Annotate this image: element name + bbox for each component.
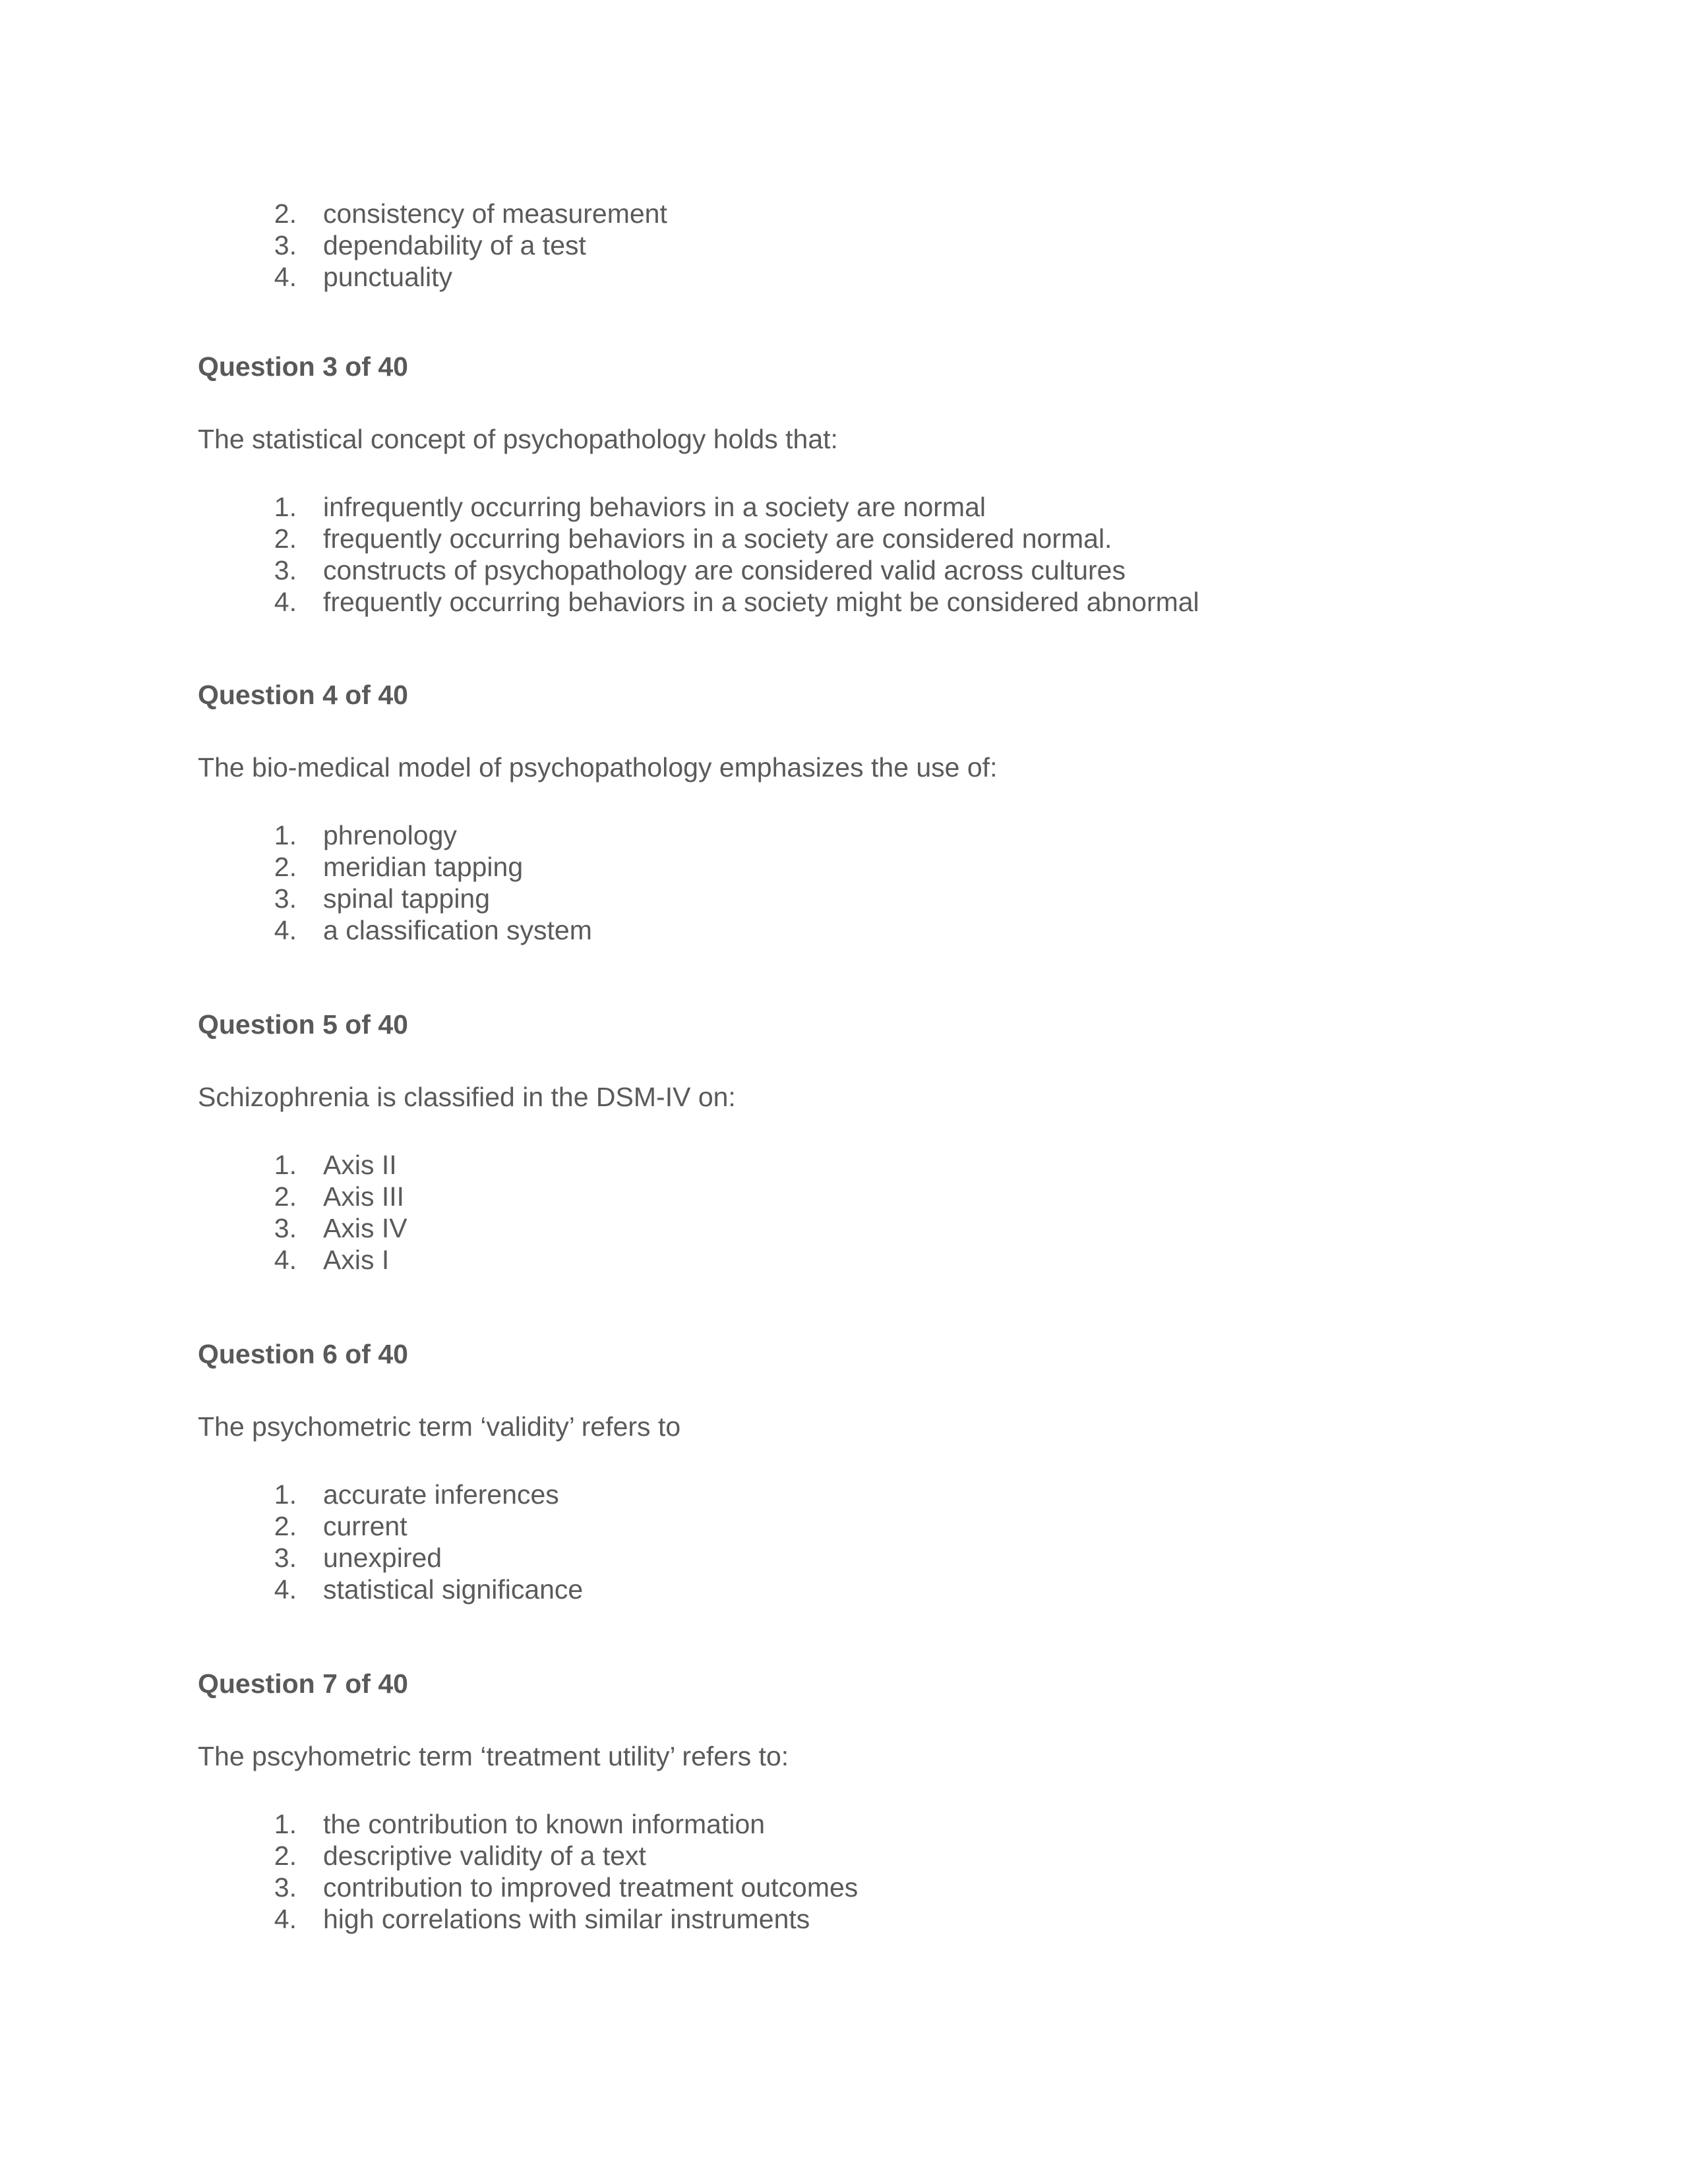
option-item bbox=[198, 1244, 736, 1276]
option-number: 4. bbox=[274, 1904, 297, 1934]
options-list bbox=[198, 491, 1199, 618]
options-list bbox=[198, 819, 997, 946]
option-item bbox=[198, 1149, 736, 1181]
option-item bbox=[198, 1574, 680, 1605]
option-item bbox=[198, 1872, 858, 1903]
option-text: Axis III bbox=[323, 1181, 405, 1212]
option-item bbox=[198, 819, 997, 851]
option-item bbox=[198, 1479, 680, 1510]
question-heading: Question 4 of 40 bbox=[198, 680, 408, 710]
option-item bbox=[198, 914, 997, 946]
question-prompt: The pscyhometric term ‘treatment utility’ refers to: bbox=[198, 1741, 789, 1771]
option-item bbox=[198, 198, 667, 229]
option-text: phrenology bbox=[323, 820, 457, 850]
option-number: 4. bbox=[274, 1245, 297, 1275]
option-item bbox=[198, 261, 667, 293]
question-heading: Question 6 of 40 bbox=[198, 1339, 408, 1369]
option-item bbox=[198, 229, 667, 261]
option-text: Axis IV bbox=[323, 1213, 407, 1243]
option-number: 4. bbox=[274, 915, 297, 945]
question-heading: Question 7 of 40 bbox=[198, 1668, 408, 1699]
option-item bbox=[198, 523, 1199, 554]
question-prompt: The psychometric term ‘validity’ refers to bbox=[198, 1411, 681, 1442]
option-number: 3. bbox=[274, 883, 297, 914]
options-list bbox=[198, 198, 667, 293]
option-number: 3. bbox=[274, 555, 297, 585]
option-number: 4. bbox=[274, 1574, 297, 1605]
option-number: 3. bbox=[274, 1543, 297, 1573]
option-number: 2. bbox=[274, 523, 297, 554]
option-number: 1. bbox=[274, 820, 297, 850]
option-number: 3. bbox=[274, 230, 297, 260]
option-number: 2. bbox=[274, 198, 297, 229]
option-text: frequently occurring behaviors in a society might be considered abnormal bbox=[323, 587, 1199, 617]
option-number: 3. bbox=[274, 1872, 297, 1903]
question-block-3 bbox=[198, 351, 1199, 618]
question-heading: Question 3 of 40 bbox=[198, 351, 408, 382]
option-number: 2. bbox=[274, 1181, 297, 1212]
option-number: 3. bbox=[274, 1213, 297, 1243]
option-item bbox=[198, 1840, 858, 1872]
option-item bbox=[198, 883, 997, 914]
option-item bbox=[198, 1808, 858, 1840]
option-item bbox=[198, 491, 1199, 523]
option-text: statistical significance bbox=[323, 1574, 584, 1605]
options-list bbox=[198, 1479, 680, 1605]
option-text: Axis II bbox=[323, 1150, 397, 1180]
option-text: accurate inferences bbox=[323, 1479, 559, 1510]
options-list bbox=[198, 1808, 858, 1935]
option-text: punctuality bbox=[323, 262, 453, 292]
question-block-6 bbox=[198, 1338, 680, 1605]
option-number: 4. bbox=[274, 262, 297, 292]
option-text: dependability of a test bbox=[323, 230, 586, 260]
option-number: 1. bbox=[274, 1809, 297, 1839]
option-item bbox=[198, 586, 1199, 618]
option-number: 1. bbox=[274, 1479, 297, 1510]
option-text: high correlations with similar instruments bbox=[323, 1904, 810, 1934]
options-list bbox=[198, 1149, 736, 1276]
option-item bbox=[198, 851, 997, 883]
option-item bbox=[198, 1903, 858, 1935]
option-text: descriptive validity of a text bbox=[323, 1841, 646, 1871]
option-text: spinal tapping bbox=[323, 883, 491, 914]
option-text: unexpired bbox=[323, 1543, 442, 1573]
question-block-4 bbox=[198, 679, 997, 946]
option-text: contribution to improved treatment outcomes bbox=[323, 1872, 859, 1903]
question-prompt: Schizophrenia is classified in the DSM-IV on: bbox=[198, 1082, 736, 1112]
option-number: 2. bbox=[274, 852, 297, 882]
option-number: 2. bbox=[274, 1841, 297, 1871]
option-item bbox=[198, 1542, 680, 1574]
option-number: 4. bbox=[274, 587, 297, 617]
option-number: 1. bbox=[274, 1150, 297, 1180]
question-prompt: The bio-medical model of psychopathology emphasizes the use of: bbox=[198, 752, 998, 782]
option-text: current bbox=[323, 1511, 407, 1541]
option-text: consistency of measurement bbox=[323, 198, 667, 229]
option-text: frequently occurring behaviors in a society are considered normal. bbox=[323, 523, 1112, 554]
question-heading: Question 5 of 40 bbox=[198, 1009, 408, 1040]
option-number: 2. bbox=[274, 1511, 297, 1541]
option-text: a classification system bbox=[323, 915, 592, 945]
option-number: 1. bbox=[274, 492, 297, 522]
option-item bbox=[198, 1510, 680, 1542]
option-text: meridian tapping bbox=[323, 852, 524, 882]
continued-options-list bbox=[198, 198, 667, 293]
option-text: infrequently occurring behaviors in a society are normal bbox=[323, 492, 986, 522]
option-text: Axis I bbox=[323, 1245, 390, 1275]
option-text: constructs of psychopathology are considered valid across cultures bbox=[323, 555, 1126, 585]
option-item bbox=[198, 1212, 736, 1244]
question-block-7 bbox=[198, 1668, 858, 1935]
option-text: the contribution to known information bbox=[323, 1809, 766, 1839]
question-block-5 bbox=[198, 1009, 736, 1276]
question-prompt: The statistical concept of psychopathology holds that: bbox=[198, 424, 838, 454]
option-item bbox=[198, 1181, 736, 1212]
option-item bbox=[198, 554, 1199, 586]
